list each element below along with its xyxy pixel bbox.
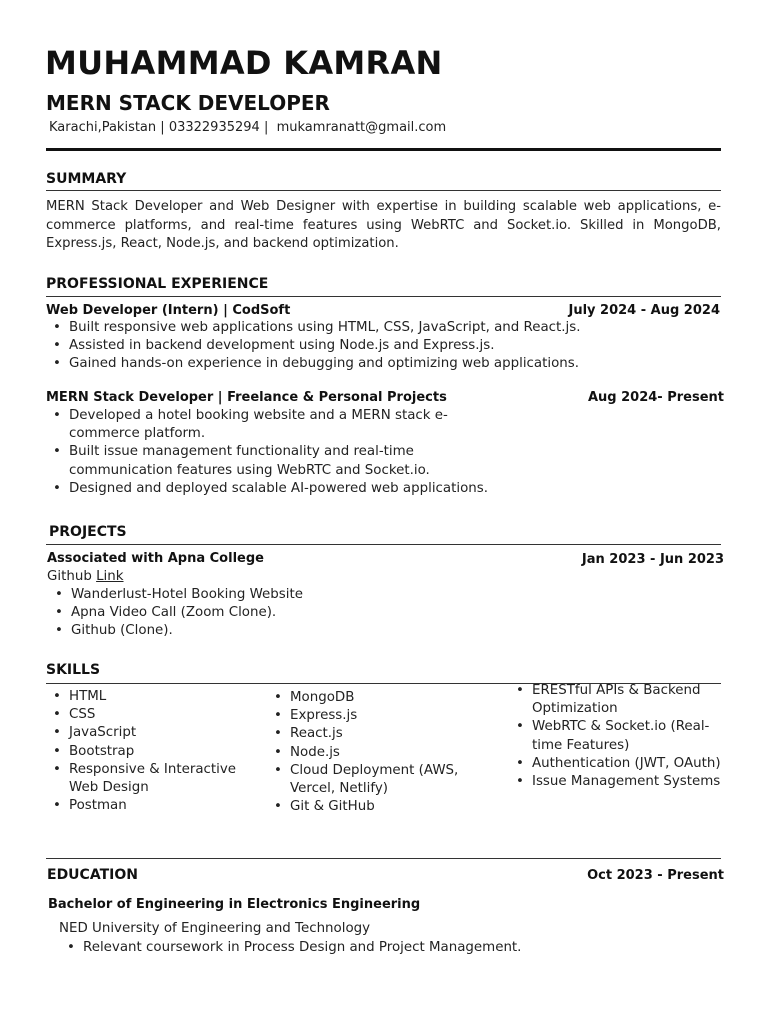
list-item: • CSS [45, 706, 250, 724]
contact-phone: 03322935294 [168, 120, 260, 135]
job-dates: Aug 2024- Present [587, 390, 724, 405]
list-item: • JavaScript [45, 724, 250, 742]
projects-divider [46, 544, 721, 545]
list-item: • Gained hands-on experience in debugging and optimizing web applications. [45, 355, 645, 373]
contact-email[interactable]: mukamranatt@gmail.com [276, 120, 447, 135]
list-item: • Apna Video Call (Zoom Clone). [47, 604, 547, 622]
job-title: Web Developer (Intern) | CodSoft [46, 303, 291, 318]
project-title: Associated with Apna College [47, 551, 264, 566]
list-item: • Express.js [266, 707, 481, 725]
list-item: • Designed and deployed scalable AI-powered web applications. [45, 480, 455, 498]
education-bullets [59, 939, 659, 957]
list-item: • Issue Management Systems [508, 773, 723, 791]
school-name: NED University of Engineering and Technology [59, 921, 371, 936]
list-item: • Built issue management functionality and real-time communication features using WebRTC and Socket.io. [45, 443, 455, 479]
list-item: • MongoDB [266, 689, 481, 707]
summary-heading: SUMMARY [46, 171, 127, 187]
summary-text: MERN Stack Developer and Web Designer with expertise in building scalable web applications, e-commerce platforms, and real-time features using WebRTC and Socket.io. Skilled in MongoDB, Express.js, React, Node.js, and backend optimization. [46, 199, 721, 251]
list-item: • Built responsive web applications using HTML, CSS, JavaScript, and React.js. [45, 319, 645, 337]
list-item: • Github (Clone). [47, 622, 547, 640]
job-bullets [45, 407, 489, 498]
skills-column-1 [45, 688, 250, 815]
contact-separator: | [160, 120, 165, 135]
list-item: • Postman [45, 797, 250, 815]
education-dates: Oct 2023 - Present [587, 868, 724, 883]
list-item: • Wanderlust-Hotel Booking Website [47, 586, 547, 604]
degree-title: Bachelor of Engineering in Electronics Engineering [48, 897, 421, 912]
list-item: • Responsive & Interactive Web Design [45, 761, 250, 797]
job-dates: July 2024 - Aug 2024 [568, 303, 720, 318]
skills-column-3 [508, 682, 723, 791]
experience-divider [46, 296, 721, 297]
project-items [47, 586, 547, 641]
education-divider [46, 858, 721, 859]
list-item: • Git & GitHub [266, 798, 481, 816]
list-item: • WebRTC & Socket.io (Real-time Features) [508, 718, 723, 754]
list-item: • Cloud Deployment (AWS, Vercel, Netlify) [266, 762, 481, 798]
github-link[interactable]: Link [96, 569, 124, 584]
list-item: • Assisted in backend development using Node.js and Express.js. [45, 337, 645, 355]
skills-heading: SKILLS [46, 662, 101, 678]
list-item: • ERESTful APIs & Backend Optimization [508, 682, 723, 718]
job-bullets [45, 319, 645, 374]
list-item: • Bootstrap [45, 743, 250, 761]
contact-line [49, 120, 446, 135]
header-divider [46, 148, 721, 151]
project-dates: Jan 2023 - Jun 2023 [581, 552, 724, 567]
list-item: • Authentication (JWT, OAuth) [508, 755, 723, 773]
list-item: • Relevant coursework in Process Design and Project Management. [59, 939, 659, 957]
candidate-role: MERN STACK DEVELOPER [46, 91, 330, 115]
list-item: • Node.js [266, 744, 481, 762]
contact-location: Karachi,Pakistan [49, 120, 157, 135]
list-item: • React.js [266, 725, 481, 743]
github-line [47, 569, 124, 584]
candidate-name: MUHAMMAD KAMRAN [45, 44, 443, 82]
skills-column-2 [266, 689, 481, 816]
summary-divider [46, 190, 721, 191]
experience-heading: PROFESSIONAL EXPERIENCE [46, 276, 269, 292]
job-title: MERN Stack Developer | Freelance & Personal Projects [46, 390, 447, 405]
contact-separator: | [263, 120, 269, 135]
education-heading: EDUCATION [47, 867, 138, 883]
github-label: Github [47, 569, 92, 584]
list-item: • HTML [45, 688, 250, 706]
list-item: • Developed a hotel booking website and a MERN stack e-commerce platform. [45, 407, 455, 443]
projects-heading: PROJECTS [49, 524, 127, 540]
